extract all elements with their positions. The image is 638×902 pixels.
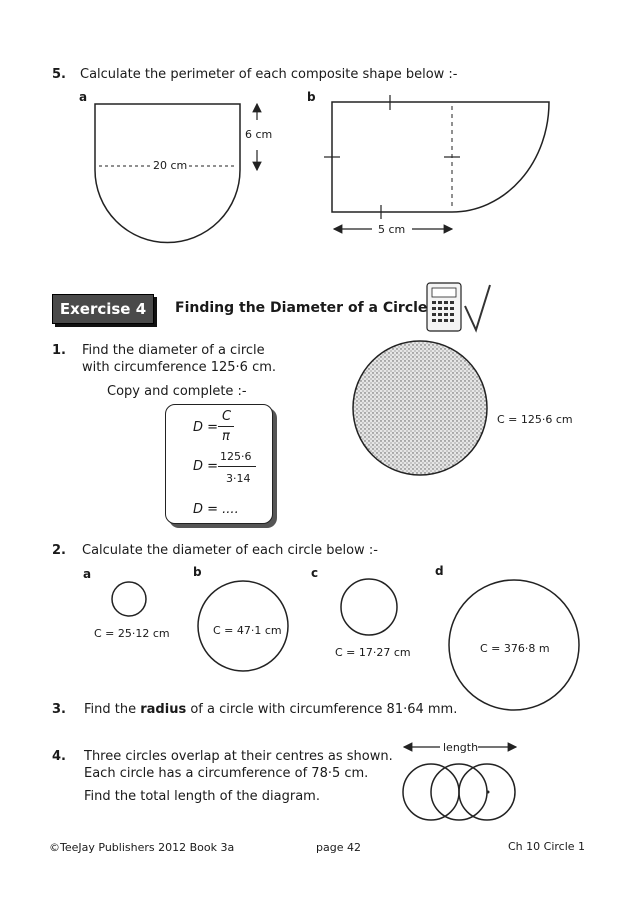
formula-c: C: [222, 409, 232, 424]
q3-number: 3.: [52, 702, 66, 717]
circle-c: [341, 579, 397, 635]
length-label: length: [443, 741, 479, 754]
formula-d1: D =: [193, 420, 219, 435]
q4-line1: Three circles overlap at their centres as shown.: [84, 749, 393, 764]
q5-number: 5.: [52, 67, 66, 82]
circle-d-letter: d: [435, 564, 444, 578]
q1-number: 1.: [52, 343, 66, 358]
q1-copy: Copy and complete :-: [107, 384, 247, 399]
shape-b-width: 5 cm: [378, 223, 406, 236]
footer-right: Ch 10 Circle 1: [508, 840, 586, 853]
footer-center: page 42: [316, 841, 361, 854]
circle-b-letter: b: [193, 565, 202, 579]
overlap-circles: [403, 747, 516, 820]
shape-a: [95, 104, 257, 242]
exercise-badge: Exercise 4: [52, 294, 154, 324]
shape-b-label: b: [307, 90, 316, 104]
q4-line3: Find the total length of the diagram.: [84, 789, 320, 804]
fraction-line-1: [218, 426, 234, 427]
shape-a-width: 20 cm: [153, 159, 188, 172]
exercise-title: Finding the Diameter of a Circle: [175, 300, 428, 316]
formula-pi: π: [222, 429, 230, 444]
formula-den: 3·14: [226, 472, 251, 485]
q4-number: 4.: [52, 749, 66, 764]
q2-text: Calculate the diameter of each circle below :-: [82, 543, 378, 558]
circle-b-label: C = 47·1 cm: [213, 624, 282, 637]
q3-pre: Find the: [84, 702, 137, 717]
q2-number: 2.: [52, 543, 66, 558]
shape-a-label: a: [79, 90, 88, 104]
fraction-line-2: [218, 466, 256, 467]
calculator-icon: [427, 283, 461, 331]
tick-icon: [465, 285, 490, 330]
formula-d2: D =: [193, 459, 219, 474]
shape-b: [324, 95, 549, 229]
q3-text: [84, 702, 457, 717]
q5-text: Calculate the perimeter of each composite shape below :-: [80, 67, 458, 82]
circle-c-letter: c: [311, 566, 319, 580]
circle-a-label: C = 25·12 cm: [94, 627, 170, 640]
shape-a-height: 6 cm: [245, 128, 273, 141]
circle-a: [112, 582, 146, 616]
circle-c-label: C = 17·27 cm: [335, 646, 411, 659]
q3-post: of a circle with circumference 81·64 mm.: [190, 702, 458, 717]
q1-line2: with circumference 125·6 cm.: [82, 360, 277, 375]
formula-d3: D = ....: [193, 502, 239, 517]
q4-line2: Each circle has a circumference of 78·5 cm.: [84, 766, 369, 781]
q1-circle: [353, 341, 487, 475]
formula-num: 125·6: [220, 450, 252, 463]
circle-d-label: C = 376·8 m: [480, 642, 550, 655]
q1-circle-label: C = 125·6 cm: [497, 413, 573, 426]
q3-bold: radius: [140, 702, 187, 717]
circle-a-letter: a: [83, 567, 92, 581]
footer-left: ©TeeJay Publishers 2012 Book 3a: [49, 841, 235, 854]
q1-line1: Find the diameter of a circle: [82, 343, 265, 358]
